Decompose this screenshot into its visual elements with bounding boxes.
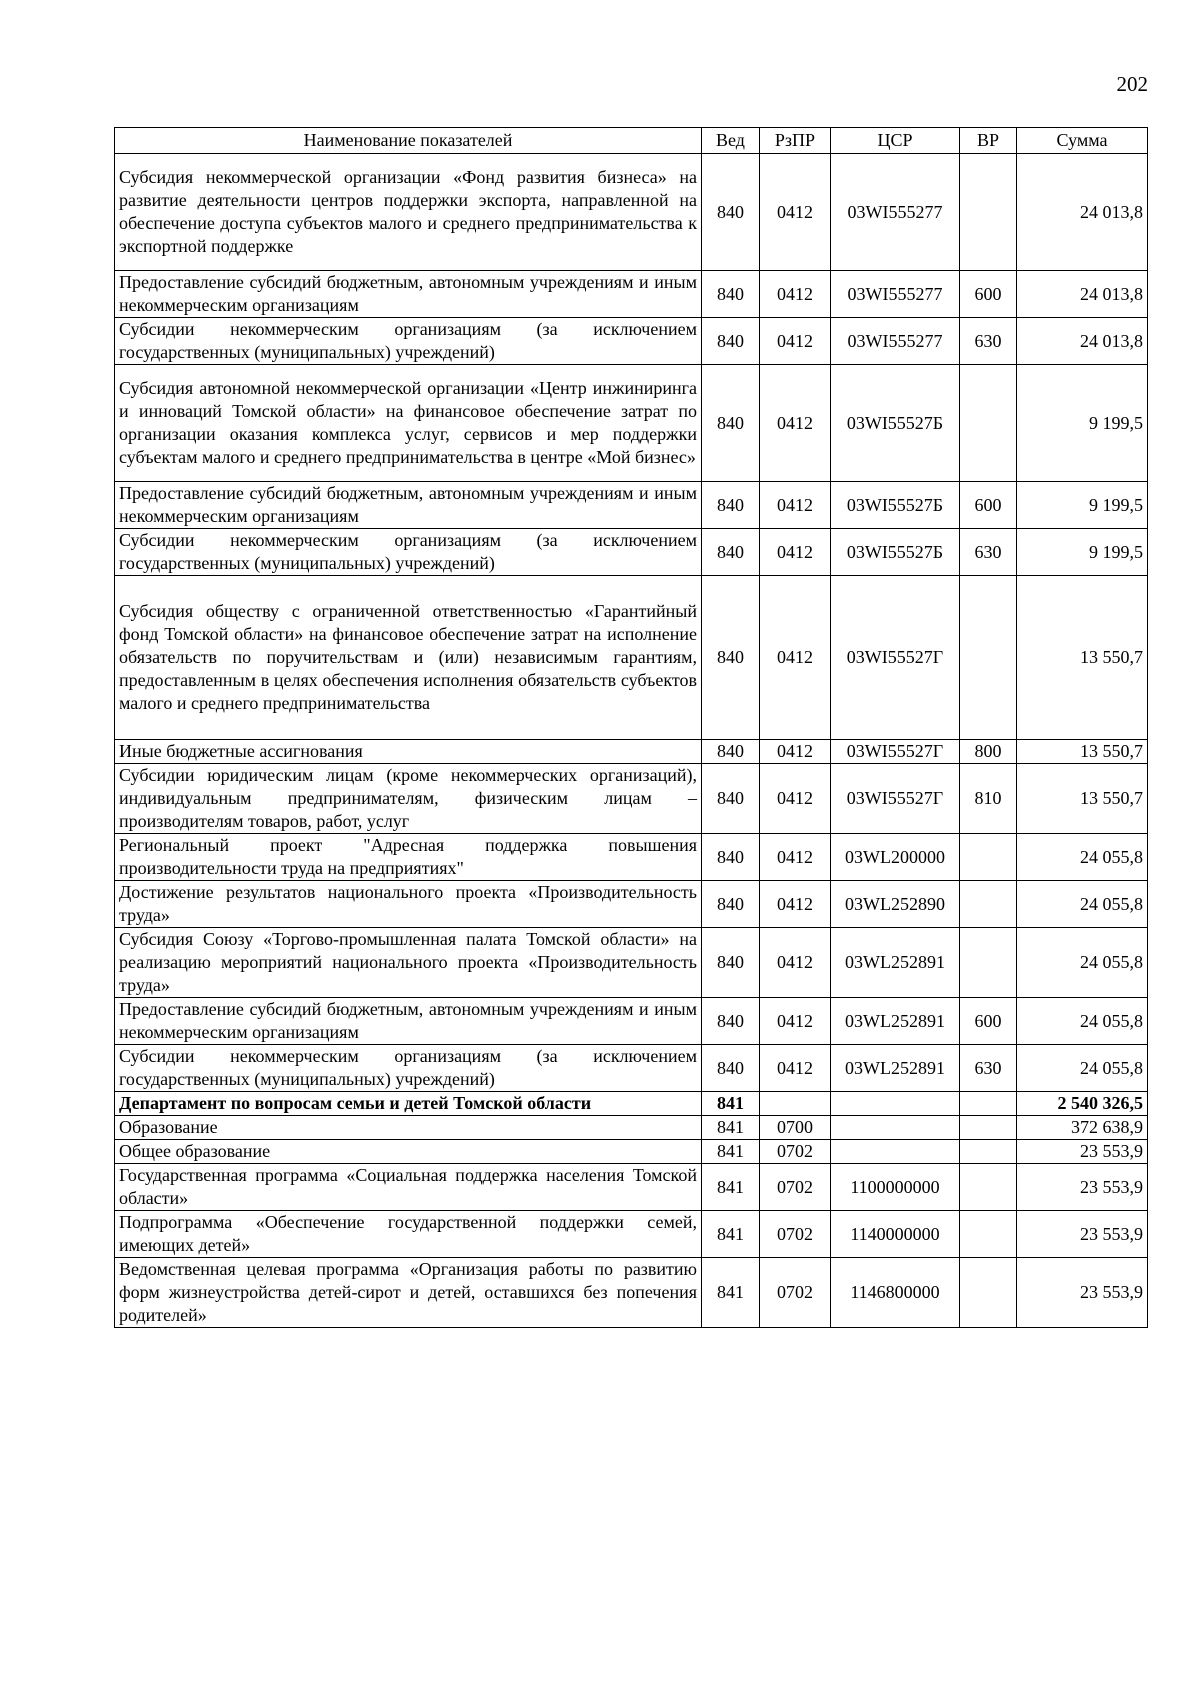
cell-ved: 841: [702, 1116, 760, 1140]
cell-csr: 03WI55527Г: [831, 740, 960, 764]
cell-name: Региональный проект "Адресная поддержка повышения производительности труда на предприятиях": [115, 834, 702, 881]
cell-name: Достижение результатов национального проекта «Производительность труда»: [115, 881, 702, 928]
cell-ved: 840: [702, 482, 760, 529]
cell-ved: 840: [702, 271, 760, 318]
table-row: [115, 365, 1148, 482]
cell-ved: 841: [702, 1164, 760, 1211]
cell-sum: 372 638,9: [1017, 1116, 1148, 1140]
cell-ved: 841: [702, 1258, 760, 1328]
cell-sum: 9 199,5: [1017, 529, 1148, 576]
cell-csr: 03WL200000: [831, 834, 960, 881]
cell-ved: 841: [702, 1092, 760, 1116]
cell-sum: 24 013,8: [1017, 318, 1148, 365]
cell-csr: 03WI55527Б: [831, 529, 960, 576]
table-row: [115, 482, 1148, 529]
table-header-row: [115, 128, 1148, 154]
table-row: [115, 1211, 1148, 1258]
cell-name: Субсидия автономной некоммерческой организации «Центр инжиниринга и инноваций Томской области» на финансовое обеспечение затрат по организации оказания комплекса услуг, сервисов и мер поддержки субъектам малого и среднего предпринимательства в центре «Мой бизнес»: [115, 365, 702, 482]
cell-ved: 841: [702, 1140, 760, 1164]
table-row: [115, 764, 1148, 834]
cell-csr: 03WI555277: [831, 154, 960, 271]
cell-rzpr: 0412: [760, 154, 831, 271]
cell-vr: [960, 1116, 1017, 1140]
table-row: [115, 928, 1148, 998]
cell-name: Субсидии некоммерческим организациям (за исключением государственных (муниципальных) учреждений): [115, 1045, 702, 1092]
cell-sum: 13 550,7: [1017, 764, 1148, 834]
cell-name: Предоставление субсидий бюджетным, автономным учреждениям и иным некоммерческим организациям: [115, 482, 702, 529]
cell-csr: 1100000000: [831, 1164, 960, 1211]
cell-vr: 630: [960, 318, 1017, 365]
cell-rzpr: 0412: [760, 998, 831, 1045]
table-row: [115, 998, 1148, 1045]
cell-sum: 24 055,8: [1017, 881, 1148, 928]
cell-vr: [960, 1211, 1017, 1258]
cell-vr: 630: [960, 1045, 1017, 1092]
header-vr: ВР: [960, 128, 1017, 154]
cell-vr: 800: [960, 740, 1017, 764]
cell-vr: 600: [960, 998, 1017, 1045]
cell-csr: 03WL252890: [831, 881, 960, 928]
cell-vr: [960, 1092, 1017, 1116]
cell-vr: [960, 576, 1017, 740]
budget-table: [114, 127, 1148, 1328]
header-ved: Вед: [702, 128, 760, 154]
cell-csr: [831, 1140, 960, 1164]
table-row: [115, 740, 1148, 764]
cell-ved: 840: [702, 881, 760, 928]
cell-name: Предоставление субсидий бюджетным, автономным учреждениям и иным некоммерческим организациям: [115, 271, 702, 318]
cell-ved: 840: [702, 1045, 760, 1092]
cell-name: Иные бюджетные ассигнования: [115, 740, 702, 764]
header-csr: ЦСР: [831, 128, 960, 154]
cell-name: Субсидия обществу с ограниченной ответственностью «Гарантийный фонд Томской области» на финансовое обеспечение затрат на исполнение обязательств по поручительствам и (или) независимым гарантиям, предоставленным в целях обеспечения исполнения обязательств субъектов малого и среднего предпринимательства: [115, 576, 702, 740]
cell-vr: [960, 154, 1017, 271]
cell-csr: 03WI55527Г: [831, 576, 960, 740]
header-rzpr: РзПР: [760, 128, 831, 154]
cell-sum: 24 013,8: [1017, 154, 1148, 271]
cell-ved: 840: [702, 928, 760, 998]
cell-csr: 03WL252891: [831, 998, 960, 1045]
cell-ved: 840: [702, 154, 760, 271]
cell-ved: 841: [702, 1211, 760, 1258]
cell-name: Общее образование: [115, 1140, 702, 1164]
cell-sum: 9 199,5: [1017, 482, 1148, 529]
cell-rzpr: 0412: [760, 764, 831, 834]
cell-ved: 840: [702, 834, 760, 881]
table-row: [115, 1140, 1148, 1164]
cell-ved: 840: [702, 576, 760, 740]
table-row: [115, 881, 1148, 928]
table-row: [115, 154, 1148, 271]
table-row: [115, 576, 1148, 740]
cell-sum: 24 055,8: [1017, 1045, 1148, 1092]
table-row: [115, 1092, 1148, 1116]
cell-name: Субсидия некоммерческой организации «Фонд развития бизнеса» на развитие деятельности центров поддержки экспорта, направленной на обеспечение доступа субъектов малого и среднего предпринимательства к экспортной поддержке: [115, 154, 702, 271]
cell-csr: 03WI55527Г: [831, 764, 960, 834]
cell-rzpr: 0412: [760, 576, 831, 740]
cell-csr: [831, 1092, 960, 1116]
cell-name: Субсидии некоммерческим организациям (за исключением государственных (муниципальных) учреждений): [115, 529, 702, 576]
cell-csr: 03WL252891: [831, 928, 960, 998]
cell-sum: 2 540 326,5: [1017, 1092, 1148, 1116]
cell-rzpr: 0412: [760, 1045, 831, 1092]
cell-vr: 630: [960, 529, 1017, 576]
cell-rzpr: 0412: [760, 365, 831, 482]
table-row: [115, 1045, 1148, 1092]
table-row: [115, 834, 1148, 881]
cell-csr: 03WI55527Б: [831, 365, 960, 482]
cell-csr: 03WI555277: [831, 271, 960, 318]
cell-vr: [960, 834, 1017, 881]
table-body: [115, 154, 1148, 1328]
cell-vr: 600: [960, 271, 1017, 318]
cell-name: Подпрограмма «Обеспечение государственной поддержки семей, имеющих детей»: [115, 1211, 702, 1258]
cell-name: Государственная программа «Социальная поддержка населения Томской области»: [115, 1164, 702, 1211]
cell-name: Субсидии некоммерческим организациям (за исключением государственных (муниципальных) учреждений): [115, 318, 702, 365]
table-row: [115, 318, 1148, 365]
cell-ved: 840: [702, 740, 760, 764]
cell-sum: 13 550,7: [1017, 740, 1148, 764]
cell-rzpr: 0702: [760, 1140, 831, 1164]
cell-vr: [960, 1140, 1017, 1164]
cell-rzpr: 0412: [760, 482, 831, 529]
cell-sum: 13 550,7: [1017, 576, 1148, 740]
cell-ved: 840: [702, 365, 760, 482]
table-row: [115, 271, 1148, 318]
cell-name: Субсидии юридическим лицам (кроме некоммерческих организаций), индивидуальным предпринимателям, физическим лицам – производителям товаров, работ, услуг: [115, 764, 702, 834]
cell-vr: 810: [960, 764, 1017, 834]
cell-name: Ведомственная целевая программа «Организация работы по развитию форм жизнеустройства детей-сирот и детей, оставшихся без попечения родителей»: [115, 1258, 702, 1328]
table-row: [115, 1164, 1148, 1211]
table-row: [115, 529, 1148, 576]
cell-vr: [960, 365, 1017, 482]
cell-sum: 23 553,9: [1017, 1258, 1148, 1328]
cell-ved: 840: [702, 318, 760, 365]
cell-rzpr: 0412: [760, 529, 831, 576]
cell-rzpr: 0412: [760, 318, 831, 365]
cell-rzpr: 0700: [760, 1116, 831, 1140]
cell-name: Субсидия Союзу «Торгово-промышленная палата Томской области» на реализацию мероприятий национального проекта «Производительность труда»: [115, 928, 702, 998]
table-row: [115, 1258, 1148, 1328]
cell-rzpr: 0702: [760, 1211, 831, 1258]
page-number: 202: [1116, 72, 1148, 96]
cell-rzpr: 0412: [760, 834, 831, 881]
cell-sum: 23 553,9: [1017, 1140, 1148, 1164]
cell-ved: 840: [702, 529, 760, 576]
cell-csr: 1140000000: [831, 1211, 960, 1258]
cell-sum: 23 553,9: [1017, 1211, 1148, 1258]
cell-rzpr: 0412: [760, 881, 831, 928]
cell-csr: 03WL252891: [831, 1045, 960, 1092]
cell-ved: 840: [702, 764, 760, 834]
cell-vr: [960, 928, 1017, 998]
cell-rzpr: 0702: [760, 1258, 831, 1328]
cell-sum: 24 055,8: [1017, 928, 1148, 998]
cell-vr: [960, 1164, 1017, 1211]
cell-csr: 03WI555277: [831, 318, 960, 365]
cell-sum: 24 013,8: [1017, 271, 1148, 318]
cell-vr: [960, 1258, 1017, 1328]
cell-vr: 600: [960, 482, 1017, 529]
cell-name: Образование: [115, 1116, 702, 1140]
cell-name: Предоставление субсидий бюджетным, автономным учреждениям и иным некоммерческим организациям: [115, 998, 702, 1045]
table-row: [115, 1116, 1148, 1140]
header-sum: Сумма: [1017, 128, 1148, 154]
cell-rzpr: [760, 1092, 831, 1116]
cell-vr: [960, 881, 1017, 928]
cell-csr: [831, 1116, 960, 1140]
cell-csr: 1146800000: [831, 1258, 960, 1328]
header-name: Наименование показателей: [115, 128, 702, 154]
cell-sum: 9 199,5: [1017, 365, 1148, 482]
cell-rzpr: 0702: [760, 1164, 831, 1211]
cell-rzpr: 0412: [760, 740, 831, 764]
cell-name: Департамент по вопросам семьи и детей Томской области: [115, 1092, 702, 1116]
cell-rzpr: 0412: [760, 928, 831, 998]
cell-sum: 24 055,8: [1017, 998, 1148, 1045]
cell-sum: 24 055,8: [1017, 834, 1148, 881]
cell-sum: 23 553,9: [1017, 1164, 1148, 1211]
cell-ved: 840: [702, 998, 760, 1045]
cell-csr: 03WI55527Б: [831, 482, 960, 529]
cell-rzpr: 0412: [760, 271, 831, 318]
